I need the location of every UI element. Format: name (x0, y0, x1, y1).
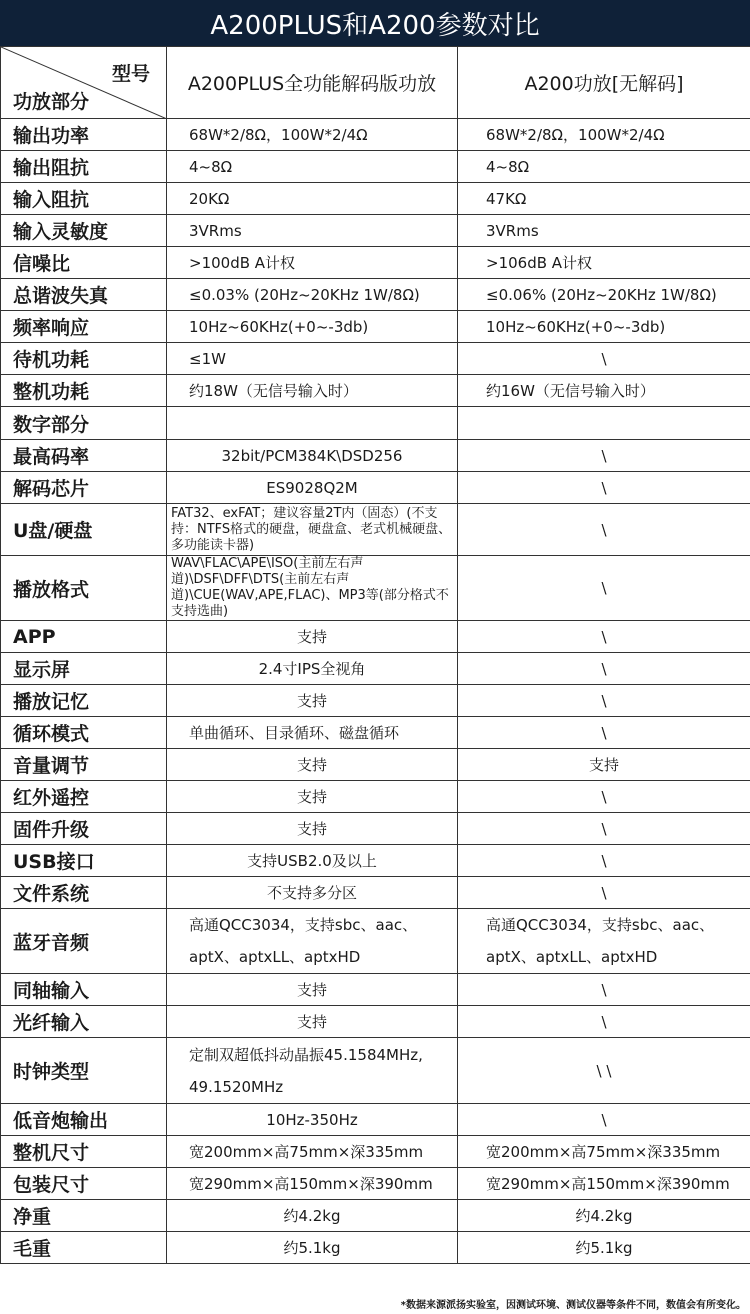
a200plus-value: 支持USB2.0及以上 (167, 845, 458, 877)
a200plus-value: 支持 (167, 749, 458, 781)
table-row (1, 845, 750, 877)
row-label: 待机功耗 (1, 343, 167, 375)
a200plus-value: 支持 (167, 1006, 458, 1038)
a200plus-value: 20KΩ (167, 183, 458, 215)
table-row (1, 877, 750, 909)
row-label: U盘/硬盘 (1, 504, 167, 556)
row-label: 蓝牙音频 (1, 909, 167, 974)
a200plus-value: 高通QCC3034，支持sbc、aac、aptX、aptxLL、aptxHD (167, 909, 458, 974)
a200-value: 约5.1kg (458, 1232, 750, 1264)
table-row (1, 717, 750, 749)
table-row (1, 151, 750, 183)
a200-value: \ (458, 440, 750, 472)
table-row (1, 311, 750, 343)
a200plus-value: 2.4寸IPS全视角 (167, 653, 458, 685)
a200plus-value: 10Hz-350Hz (167, 1104, 458, 1136)
a200plus-value: ≤0.03% (20Hz~20KHz 1W/8Ω) (167, 279, 458, 311)
a200-value: 高通QCC3034，支持sbc、aac、aptX、aptxLL、aptxHD (458, 909, 750, 974)
row-label: 数字部分 (1, 407, 167, 440)
a200plus-value: 约18W（无信号输入时） (167, 375, 458, 407)
row-label: 显示屏 (1, 653, 167, 685)
table-row (1, 1104, 750, 1136)
page-title: A200PLUS和A200参数对比 (0, 0, 750, 46)
a200-value (458, 407, 750, 440)
row-label: 信噪比 (1, 247, 167, 279)
a200-value: 宽200mm×高75mm×深335mm (458, 1136, 750, 1168)
a200plus-value: 4~8Ω (167, 151, 458, 183)
a200-value: 约4.2kg (458, 1200, 750, 1232)
a200-value: \ (458, 845, 750, 877)
table-row (1, 407, 750, 440)
row-label: 低音炮输出 (1, 1104, 167, 1136)
a200-value: 支持 (458, 749, 750, 781)
a200-value: >106dB A计权 (458, 247, 750, 279)
row-label: 频率响应 (1, 311, 167, 343)
table-row (1, 556, 750, 621)
a200plus-value: 支持 (167, 974, 458, 1006)
a200plus-value: 定制双超低抖动晶振45.1584MHz, 49.1520MHz (167, 1038, 458, 1104)
table-row (1, 1136, 750, 1168)
table-row (1, 685, 750, 717)
table-row (1, 813, 750, 845)
a200plus-value: >100dB A计权 (167, 247, 458, 279)
a200plus-value: 支持 (167, 621, 458, 653)
header-row (1, 47, 750, 119)
column-header-a200plus: A200PLUS全功能解码版功放 (167, 47, 458, 119)
a200plus-value: 不支持多分区 (167, 877, 458, 909)
row-label: 解码芯片 (1, 472, 167, 504)
a200-value: \ (458, 653, 750, 685)
a200plus-value: 宽200mm×高75mm×深335mm (167, 1136, 458, 1168)
a200plus-value: 支持 (167, 813, 458, 845)
row-label: 音量调节 (1, 749, 167, 781)
a200plus-value: 约4.2kg (167, 1200, 458, 1232)
footnote: *数据来源派扬实验室，因测试环境、测试仪器等条件不同，数值会有所变化。 (400, 1300, 746, 1311)
a200plus-value: ES9028Q2M (167, 472, 458, 504)
table-row (1, 247, 750, 279)
row-label: 同轴输入 (1, 974, 167, 1006)
a200plus-value: ≤1W (167, 343, 458, 375)
column-header-a200: A200功放[无解码] (458, 47, 750, 119)
row-label: USB接口 (1, 845, 167, 877)
table-row (1, 1006, 750, 1038)
a200-value: \ (458, 556, 750, 621)
row-label: 固件升级 (1, 813, 167, 845)
table-row (1, 183, 750, 215)
a200-value: \ (458, 781, 750, 813)
row-label: 包装尺寸 (1, 1168, 167, 1200)
table-row (1, 504, 750, 556)
row-label: 总谐波失真 (1, 279, 167, 311)
a200-value: \ \ (458, 1038, 750, 1104)
a200plus-value: 10Hz~60KHz(+0~-3db) (167, 311, 458, 343)
table-row (1, 375, 750, 407)
table-row (1, 909, 750, 974)
a200plus-value: 支持 (167, 685, 458, 717)
a200-value: \ (458, 472, 750, 504)
table-row (1, 1038, 750, 1104)
table-row (1, 974, 750, 1006)
row-label: 净重 (1, 1200, 167, 1232)
row-label: 输入阻抗 (1, 183, 167, 215)
row-label: 时钟类型 (1, 1038, 167, 1104)
a200plus-value: 约5.1kg (167, 1232, 458, 1264)
table-row (1, 653, 750, 685)
a200plus-value (167, 407, 458, 440)
row-label: 输入灵敏度 (1, 215, 167, 247)
row-label: 循环模式 (1, 717, 167, 749)
a200plus-value: WAV\FLAC\APE\ISO(主前左右声道)\DSF\DFF\DTS(主前左右声道)\CUE(WAV,APE,FLAC)、MP3等(部分格式不支持选曲) (167, 556, 458, 621)
a200-value: \ (458, 504, 750, 556)
table-row (1, 440, 750, 472)
corner-header-cell (1, 47, 167, 119)
row-label: 光纤输入 (1, 1006, 167, 1038)
table-row (1, 1168, 750, 1200)
a200plus-value: 支持 (167, 781, 458, 813)
a200-value: \ (458, 877, 750, 909)
row-label: 文件系统 (1, 877, 167, 909)
a200-value: 4~8Ω (458, 151, 750, 183)
a200-value: 宽290mm×高150mm×深390mm (458, 1168, 750, 1200)
a200-value: \ (458, 717, 750, 749)
row-label: APP (1, 621, 167, 653)
row-label: 输出阻抗 (1, 151, 167, 183)
a200plus-value: 68W*2/8Ω，100W*2/4Ω (167, 119, 458, 151)
table-row (1, 472, 750, 504)
a200-value: ≤0.06% (20Hz~20KHz 1W/8Ω) (458, 279, 750, 311)
section-label: 功放部分 (13, 91, 90, 113)
row-label: 播放记忆 (1, 685, 167, 717)
a200-value: \ (458, 621, 750, 653)
a200plus-value: 3VRms (167, 215, 458, 247)
table-row (1, 781, 750, 813)
row-label: 整机尺寸 (1, 1136, 167, 1168)
row-label: 红外遥控 (1, 781, 167, 813)
a200-value: 68W*2/8Ω，100W*2/4Ω (458, 119, 750, 151)
a200plus-value: FAT32、exFAT；建议容量2T内（固态）(不支持：NTFS格式的硬盘，硬盘盒、老式机械硬盘、多功能读卡器) (167, 504, 458, 556)
a200-value: \ (458, 343, 750, 375)
a200-value: 约16W（无信号输入时） (458, 375, 750, 407)
table-row (1, 215, 750, 247)
a200-value: \ (458, 974, 750, 1006)
a200-value: \ (458, 1006, 750, 1038)
table-row (1, 343, 750, 375)
a200-value: 47KΩ (458, 183, 750, 215)
model-label: 型号 (111, 63, 150, 85)
a200-value: \ (458, 813, 750, 845)
table-row (1, 621, 750, 653)
table-row (1, 749, 750, 781)
table-row (1, 1232, 750, 1264)
row-label: 整机功耗 (1, 375, 167, 407)
row-label: 最高码率 (1, 440, 167, 472)
table-row (1, 279, 750, 311)
a200-value: \ (458, 685, 750, 717)
a200-value: 10Hz~60KHz(+0~-3db) (458, 311, 750, 343)
row-label: 播放格式 (1, 556, 167, 621)
a200plus-value: 单曲循环、目录循环、磁盘循环 (167, 717, 458, 749)
table-row (1, 1200, 750, 1232)
a200-value: \ (458, 1104, 750, 1136)
row-label: 输出功率 (1, 119, 167, 151)
a200-value: 3VRms (458, 215, 750, 247)
a200plus-value: 宽290mm×高150mm×深390mm (167, 1168, 458, 1200)
table-row (1, 119, 750, 151)
row-label: 毛重 (1, 1232, 167, 1264)
a200plus-value: 32bit/PCM384K\DSD256 (167, 440, 458, 472)
spec-comparison-table (0, 46, 750, 1264)
